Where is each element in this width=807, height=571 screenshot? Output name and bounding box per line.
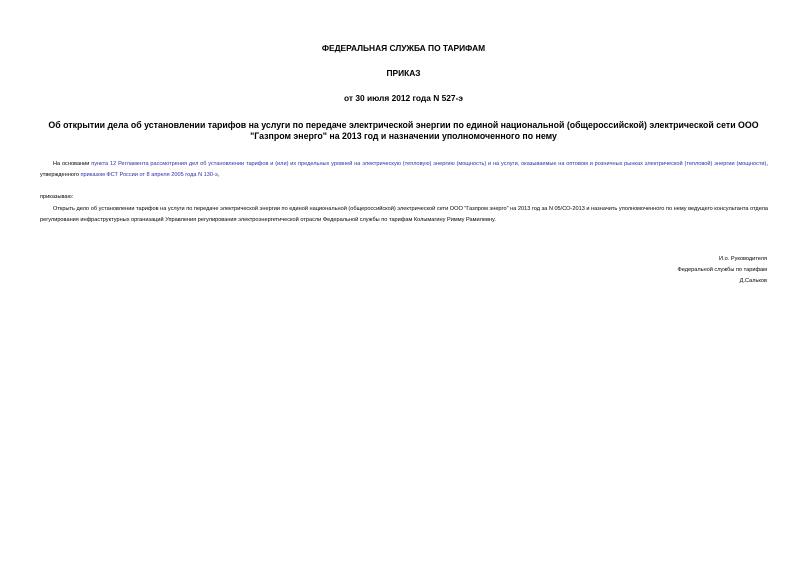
document-date-number: от 30 июля 2012 года N 527-э — [343, 93, 463, 103]
preamble-suffix: , — [217, 171, 220, 178]
regulation-link[interactable]: пункта 12 Регламента рассмотрения дел об установлении тарифов и (или) их предельных уровней на электрическую (тепловую) энергию (мощность) и на услуги, оказываемые на оптовом и розничных рынках электрической (тепловой) энергии (мощности) — [91, 161, 767, 167]
order-label: приказываю: — [40, 194, 74, 200]
agency-heading: ФЕДЕРАЛЬНАЯ СЛУЖБА ПО ТАРИФАМ — [321, 43, 486, 53]
signature-name: Д.Сальков — [739, 278, 767, 284]
preamble-paragraph — [40, 159, 768, 180]
preamble-middle: , утвержденного — [40, 161, 768, 178]
document-title-line-1: Об открытии дела об установлении тарифов на услуги по передаче электрической энергии по единой национальной (общероссийской) электрической сети ООО — [48, 120, 759, 130]
document-title — [0, 120, 807, 142]
signature-organization: Федеральной службы по тарифам — [677, 267, 767, 273]
document-title-line-2: "Газпром энерго" на 2013 год и назначении уполномоченного по нему — [250, 131, 557, 141]
preamble-prefix: На основании — [53, 161, 92, 167]
signature-position: И.о. Руководителя — [719, 256, 767, 262]
document-type-heading: ПРИКАЗ — [386, 68, 421, 78]
order-130e-link[interactable]: приказом ФСТ России от 8 апреля 2005 года N 130-э — [80, 171, 218, 178]
order-paragraph: Открыть дело об установлении тарифов на услуги по передаче электрической энергии по единой национальной (общероссийской) электрической сети ООО "Газпром энерго" на 2013 год за N 05/СО-2013 и назначить уполномоченного по нему ведущего консультанта отдела регулирования инфраструктурных организаций Управления регулирования электроэнергетической отрасли Федеральной службы по тарифам Колымагину Римму Рамилевну. — [40, 206, 768, 223]
